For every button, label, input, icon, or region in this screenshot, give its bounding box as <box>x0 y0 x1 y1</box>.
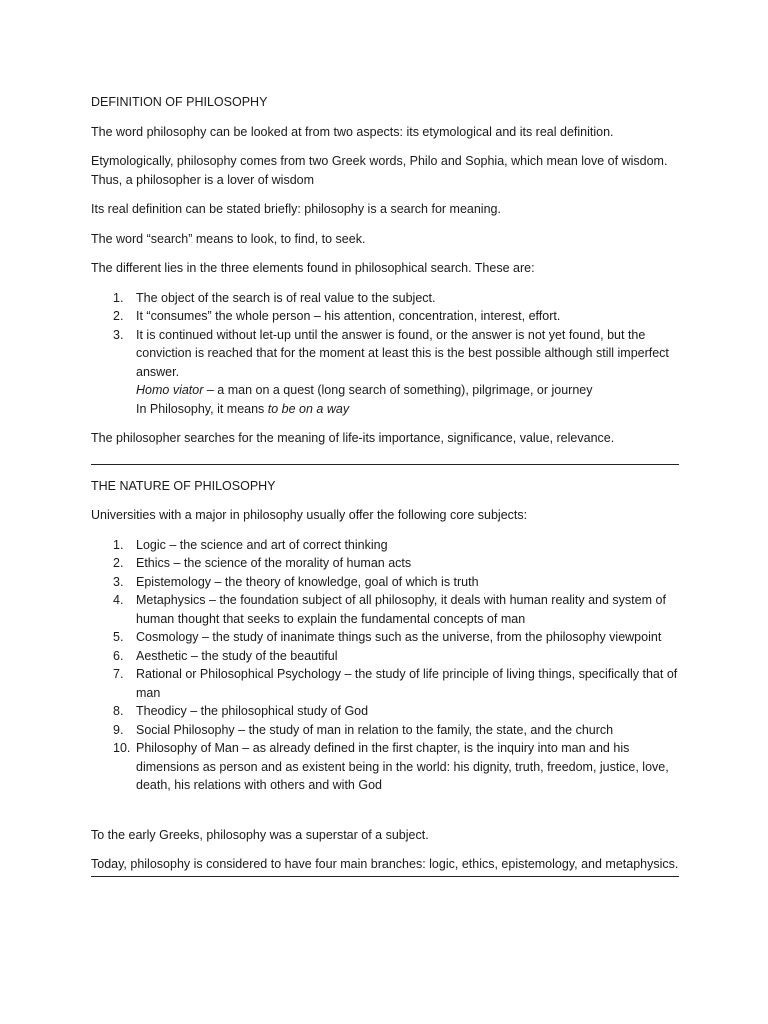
list-number: 8. <box>113 704 124 718</box>
list-item <box>91 721 679 740</box>
list-text: It is continued without let-up until the answer is found, or the answer is not yet found, but the conviction is reached that for the moment at least this is the best possible although still imperfect answer. <box>136 327 669 379</box>
horizontal-divider <box>91 876 679 877</box>
paragraph: Today, philosophy is considered to have four main branches: logic, ethics, epistemology, and metaphysics. <box>91 857 679 871</box>
list-text: Logic – the science and art of correct thinking <box>136 537 388 552</box>
paragraph: To the early Greeks, philosophy was a superstar of a subject. <box>91 827 429 842</box>
list-number: 10. <box>113 741 131 755</box>
section-heading-nature: THE NATURE OF PHILOSOPHY <box>91 478 276 493</box>
list-number: 7. <box>113 667 124 681</box>
list-number: 2. <box>113 309 124 323</box>
list-number: 4. <box>113 593 124 607</box>
definition-text: In Philosophy, it means <box>136 401 268 416</box>
paragraph <box>91 152 679 189</box>
core-subjects-list <box>91 536 679 795</box>
list-item <box>91 647 679 666</box>
list-text: Theodicy – the philosophical study of God <box>136 704 369 718</box>
list-text: Metaphysics – the foundation subject of all philosophy, it deals with human reality and system of human thought that seeks to explain the fundamental concepts of man <box>136 593 666 626</box>
list-text: Ethics – the science of the morality of human acts <box>136 556 412 570</box>
list-item <box>91 573 679 592</box>
definition-text: – a man on a quest (long search of something), pilgrimage, or journey <box>203 383 593 397</box>
list-item <box>91 665 679 702</box>
paragraph: The word philosophy can be looked at from two aspects: its etymological and its real definition. <box>91 124 614 139</box>
list-number: 5. <box>113 630 124 644</box>
list-item <box>91 307 679 326</box>
spacer <box>91 806 679 826</box>
horizontal-divider <box>91 464 679 465</box>
paragraph-line: Etymologically, philosophy comes from two Greek words, Philo and Sophia, which mean love of wisdom. <box>91 154 668 168</box>
list-number: 3. <box>113 574 124 589</box>
paragraph: The word “search” means to look, to find, to seek. <box>91 231 366 246</box>
list-text: Rational or Philosophical Psychology – the study of life principle of living things, specifically that of man <box>136 667 678 700</box>
document-body <box>91 93 679 877</box>
list-number: 1. <box>113 537 124 552</box>
paragraph: The different lies in the three elements found in philosophical search. These are: <box>91 261 535 275</box>
paragraph: Its real definition can be stated briefly: philosophy is a search for meaning. <box>91 202 501 216</box>
italic-term: to be on a way <box>267 401 350 416</box>
list-text: It “consumes” the whole person – his attention, concentration, interest, effort. <box>136 309 561 323</box>
section-heading-definition: DEFINITION OF PHILOSOPHY <box>91 95 268 109</box>
list-number: 3. <box>113 327 124 342</box>
list-item <box>91 739 679 795</box>
list-item <box>91 326 679 419</box>
list-number: 1. <box>113 290 124 305</box>
search-elements-list <box>91 289 679 419</box>
paragraph: The philosopher searches for the meaning of life-its importance, significance, value, relevance. <box>91 431 615 445</box>
italic-term: Homo viator <box>136 383 204 397</box>
list-item <box>91 628 679 647</box>
list-number: 9. <box>113 722 124 737</box>
list-text: Epistemology – the theory of knowledge, goal of which is truth <box>136 574 479 589</box>
paragraph: Universities with a major in philosophy usually offer the following core subjects: <box>91 508 528 522</box>
list-item <box>91 536 679 555</box>
homo-viator-line <box>136 381 679 400</box>
list-number: 6. <box>113 648 124 663</box>
list-text: Social Philosophy – the study of man in relation to the family, the state, and the church <box>136 722 614 737</box>
list-text: Aesthetic – the study of the beautiful <box>136 648 338 663</box>
list-item <box>91 702 679 721</box>
list-text: Cosmology – the study of inanimate things such as the universe, from the philosophy viewpoint <box>136 630 662 644</box>
list-text: Philosophy of Man – as already defined in the first chapter, is the inquiry into man and his dimensions as person and as existent being in the world: his dignity, truth, freedom, justice, love, death, his relations with others and with God <box>136 741 669 792</box>
in-philosophy-line <box>136 400 679 419</box>
list-text: The object of the search is of real value to the subject. <box>136 290 436 305</box>
list-item <box>91 554 679 573</box>
paragraph-line: Thus, a philosopher is a lover of wisdom <box>91 172 315 187</box>
list-item <box>91 289 679 308</box>
list-item <box>91 591 679 628</box>
list-number: 2. <box>113 556 124 570</box>
